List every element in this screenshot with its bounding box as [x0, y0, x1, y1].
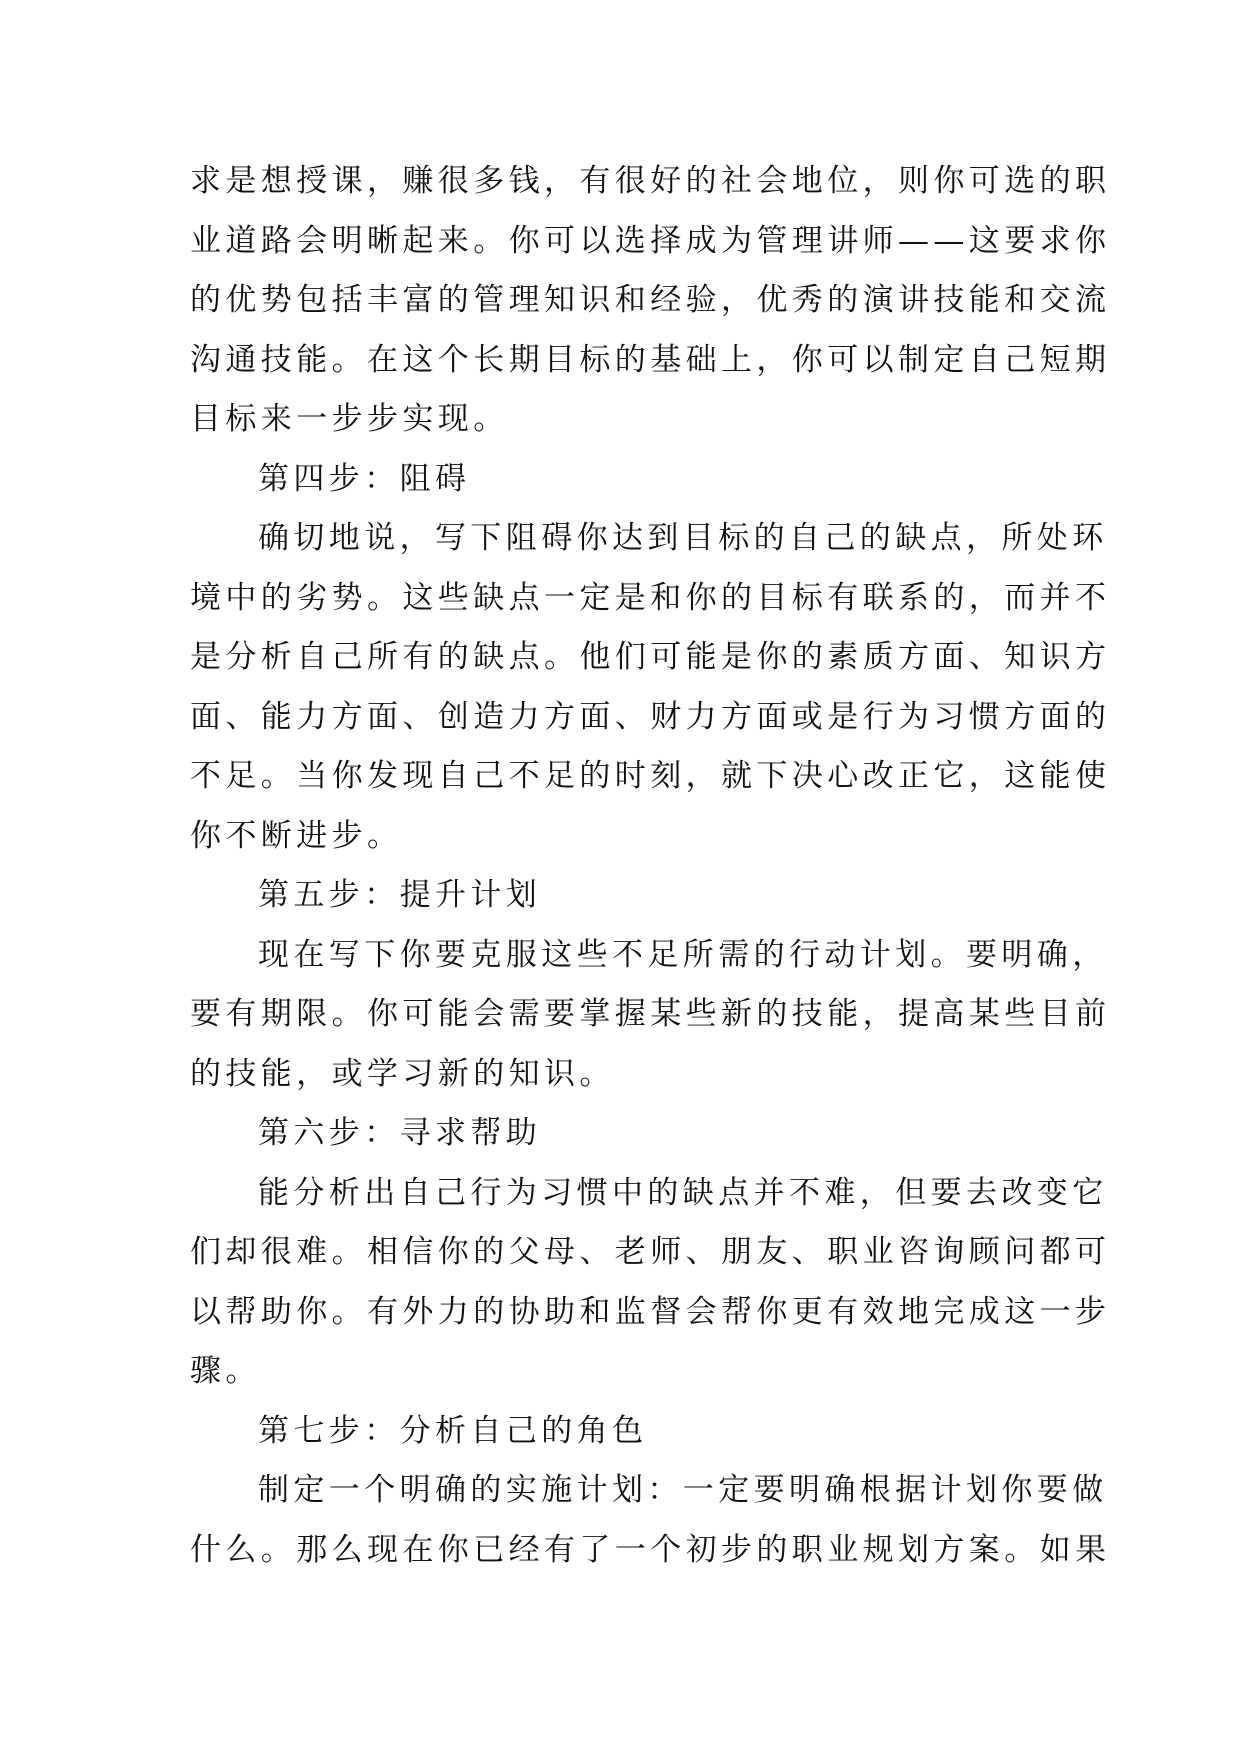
- text-line: 骤。: [190, 1353, 261, 1389]
- text-line: 制定一个明确的实施计划：一定要明确根据计划你要做: [258, 1472, 1108, 1508]
- text-line: 面、能力方面、创造力方面、财力方面或是行为习惯方面的: [190, 698, 1111, 735]
- text-line: 业道路会明晰起来。你可以选择成为管理讲师——这要求你: [190, 222, 1111, 259]
- text-line: 求是想授课，赚很多钱，有很好的社会地位，则你可选的职: [190, 163, 1111, 199]
- text-line: 以帮助你。有外力的协助和监督会帮你更有效地完成这一步: [190, 1293, 1111, 1330]
- text-line: 沟通技能。在这个长期目标的基础上，你可以制定自己短期: [190, 341, 1111, 378]
- text-line: 现在写下你要克服这些不足所需的行动计划。要明确，: [258, 936, 1108, 973]
- text-line: 能分析出自己行为习惯中的缺点并不难，但要去改变它: [258, 1174, 1108, 1211]
- text-line: 目标来一步步实现。: [190, 401, 509, 437]
- text-line: 不足。当你发现自己不足的时刻，就下决心改正它，这能使: [190, 758, 1111, 794]
- text-line: 们却很难。相信你的父母、老师、朋友、职业咨询顾问都可: [190, 1234, 1111, 1270]
- section-heading-step-5: 第五步：提升计划: [258, 877, 542, 913]
- text-line: 境中的劣势。这些缺点一定是和你的目标有联系的，而并不: [190, 579, 1111, 616]
- section-heading-step-4: 第四步：阻碍: [258, 460, 471, 497]
- body-text: [190, 152, 1111, 1580]
- section-heading-step-6: 第六步：寻求帮助: [258, 1115, 542, 1151]
- text-line: 什么。那么现在你已经有了一个初步的职业规划方案。如果: [190, 1531, 1111, 1568]
- text-line: 你不断进步。: [190, 817, 403, 854]
- text-line: 确切地说，写下阻碍你达到目标的自己的缺点，所处环: [258, 520, 1108, 556]
- text-line: 要有期限。你可能会需要掌握某些新的技能，提高某些目前: [190, 996, 1111, 1032]
- text-line: 的技能，或学习新的知识。: [190, 1055, 615, 1092]
- text-line: 是分析自己所有的缺点。他们可能是你的素质方面、知识方: [190, 639, 1111, 675]
- text-line: 的优势包括丰富的管理知识和经验，优秀的演讲技能和交流: [190, 282, 1111, 318]
- section-heading-step-7: 第七步：分析自己的角色: [258, 1412, 648, 1449]
